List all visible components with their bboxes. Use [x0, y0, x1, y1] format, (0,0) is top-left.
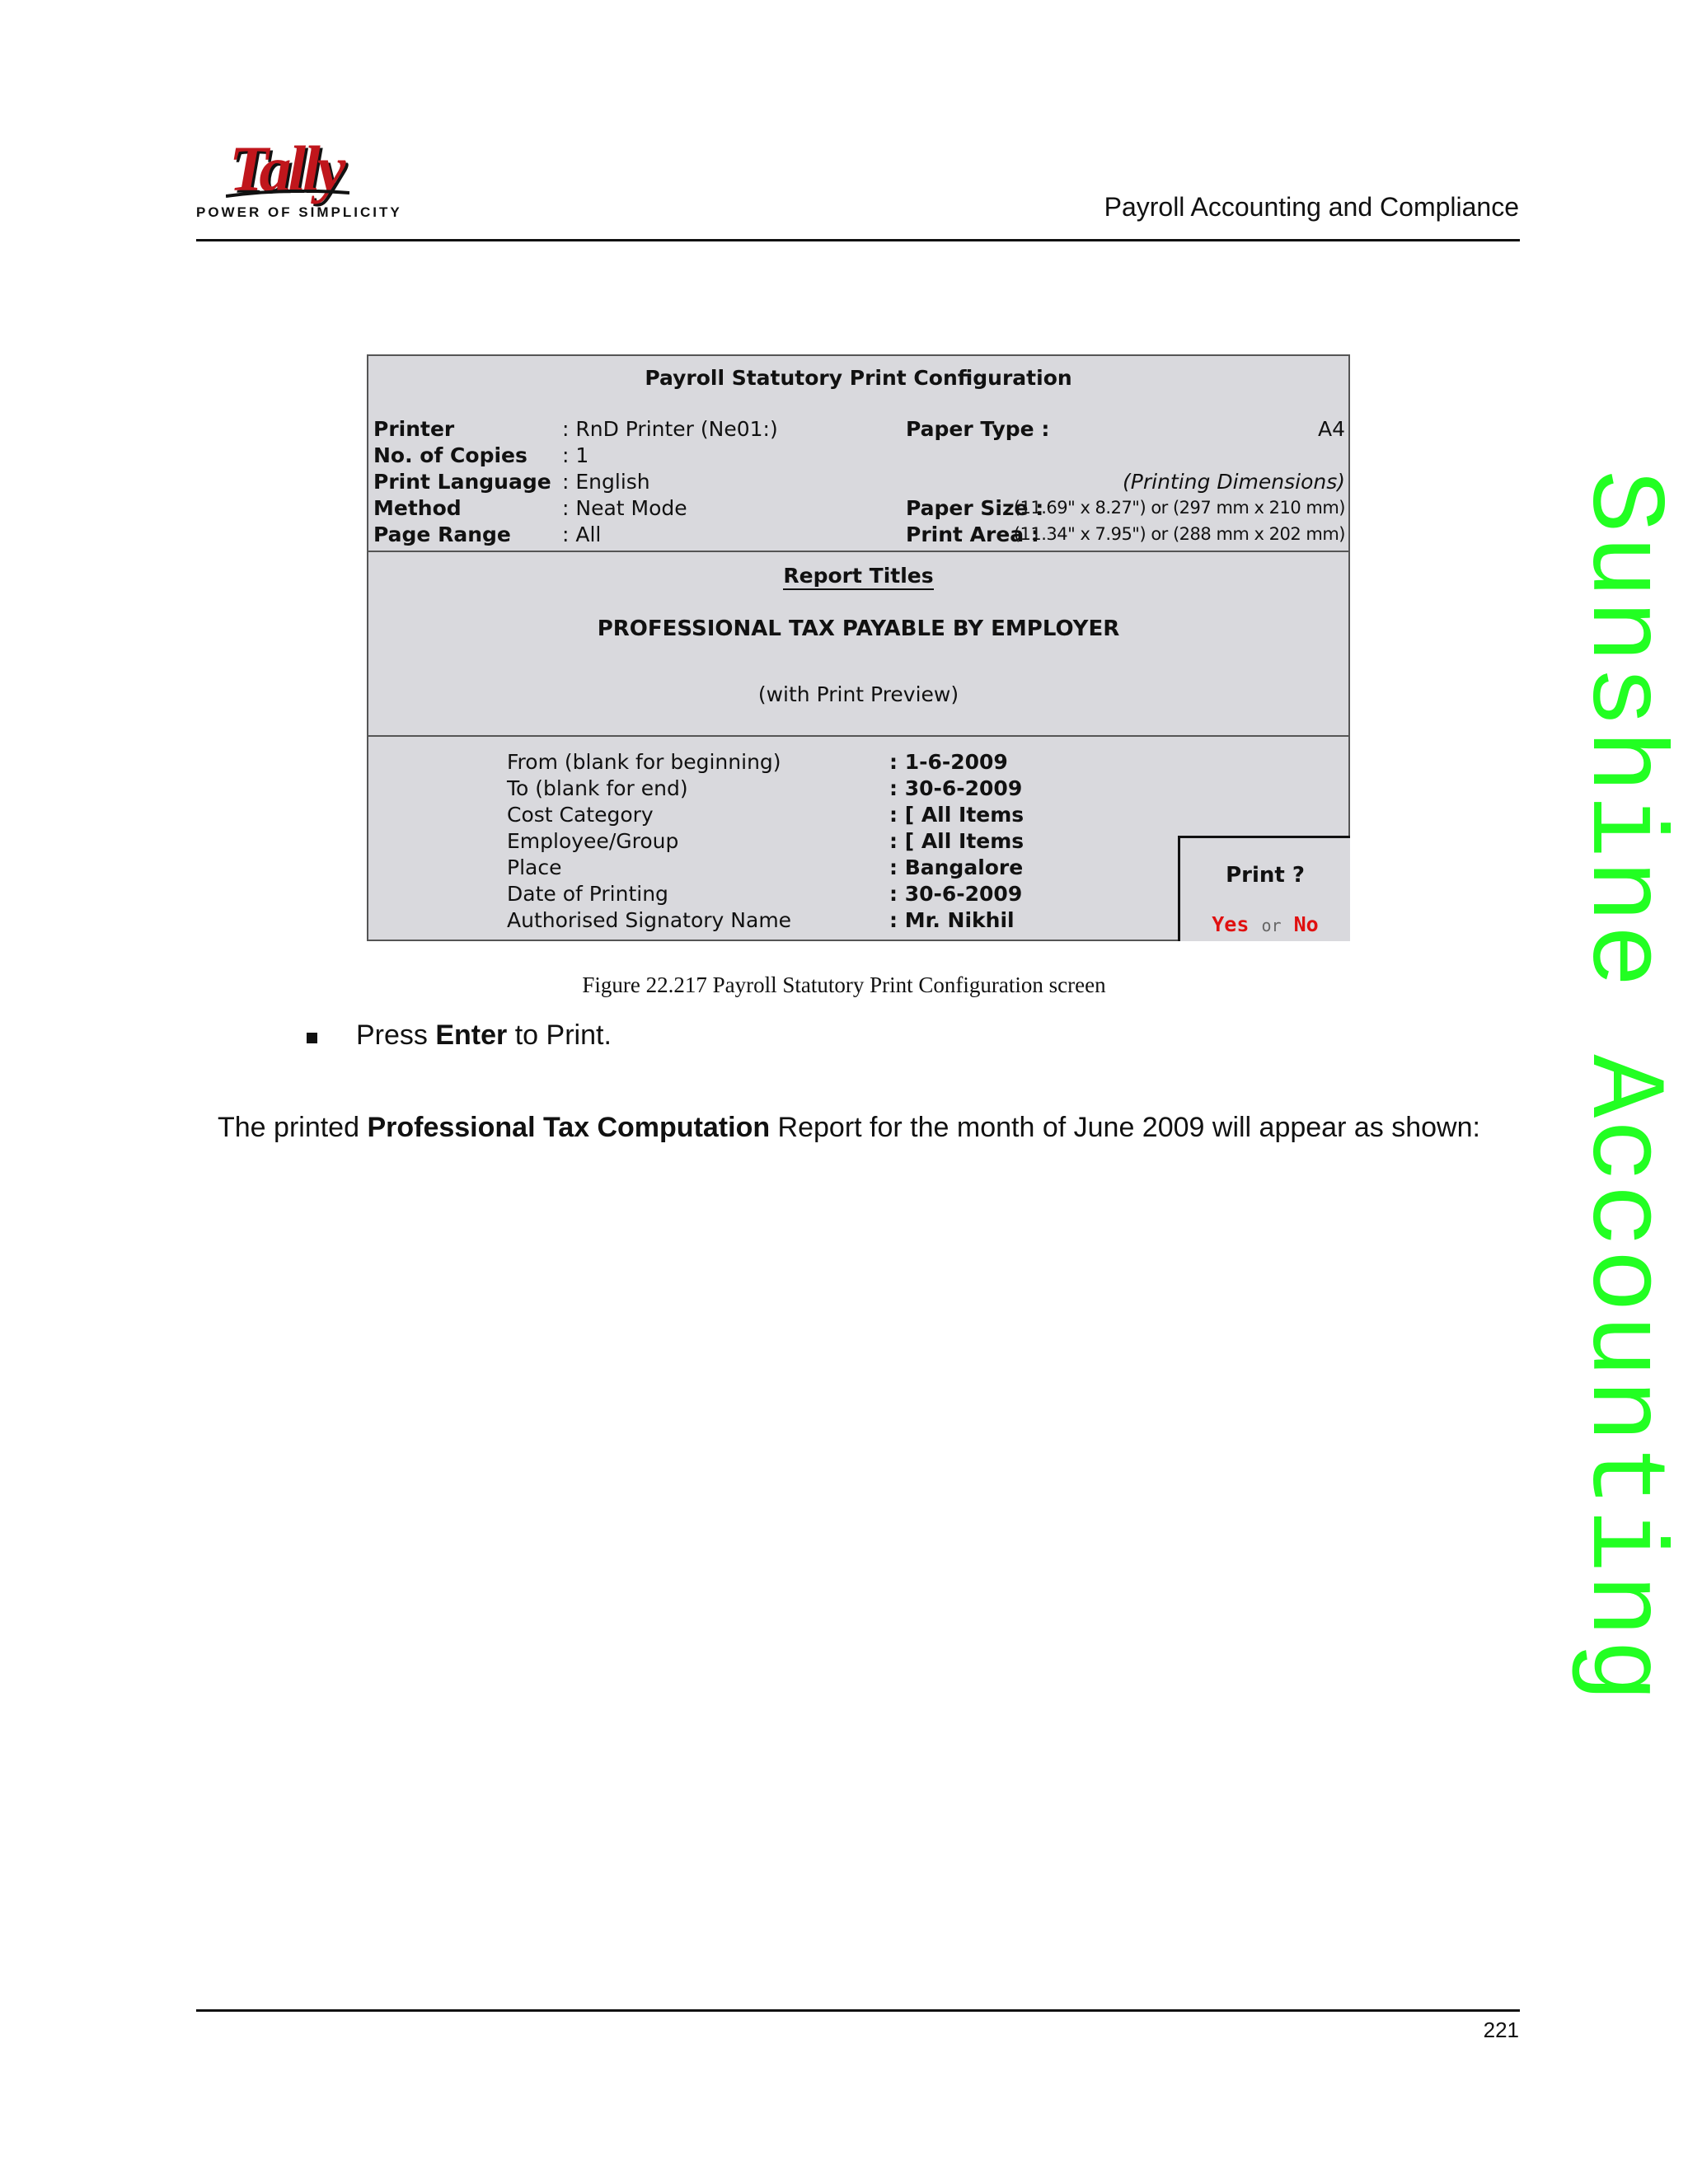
yes-option[interactable]: Yes	[1212, 912, 1250, 936]
filter-label-employee-group: Employee/Group	[507, 829, 679, 853]
field-value-page-range[interactable]: : All	[562, 523, 602, 546]
field-value-method[interactable]: : Neat Mode	[562, 496, 687, 520]
field-label-method: Method	[373, 496, 462, 520]
report-titles-text: Report Titles	[783, 564, 933, 590]
field-value-language[interactable]: : English	[562, 470, 650, 494]
print-choice	[1180, 912, 1350, 936]
body-paragraph	[218, 1111, 1497, 1144]
print-question: Print ?	[1226, 863, 1305, 888]
page-number: 221	[1483, 2018, 1519, 2042]
print-area-value: (11.34" x 7.95") or (288 mm x 202 mm)	[1013, 524, 1345, 544]
paper-size-value: (11.69" x 8.27") or (297 mm x 210 mm)	[1013, 498, 1345, 518]
divider	[368, 551, 1348, 552]
field-value-printer[interactable]: : RnD Printer (Ne01:)	[562, 417, 778, 441]
logo-swash-icon	[226, 190, 349, 198]
footer-rule	[196, 2009, 1520, 2012]
filter-value-date-of-printing[interactable]: : 30-6-2009	[889, 882, 1023, 906]
filter-label-signatory: Authorised Signatory Name	[507, 908, 792, 932]
report-name: PROFESSIONAL TAX PAYABLE BY EMPLOYER	[597, 616, 1120, 641]
filter-label-date-of-printing: Date of Printing	[507, 882, 668, 906]
field-label-language: Print Language	[373, 470, 551, 494]
para-bold: Professional Tax Computation	[367, 1112, 771, 1143]
filter-label-cost-category: Cost Category	[507, 803, 654, 827]
tally-logo	[196, 132, 402, 231]
field-label-copies: No. of Copies	[373, 443, 528, 467]
para-pre: The printed	[218, 1112, 368, 1143]
print-configuration-screen	[367, 354, 1350, 941]
bullet-key: Enter	[435, 1019, 508, 1051]
header-rule	[196, 239, 1520, 241]
bullet-post: to Print.	[507, 1019, 612, 1051]
field-label-page-range: Page Range	[373, 523, 511, 546]
print-prompt-dialog	[1178, 836, 1350, 941]
filter-value-signatory[interactable]: : Mr. Nikhil	[889, 908, 1015, 932]
para-post: Report for the month of June 2009 will appear as shown:	[770, 1112, 1480, 1143]
bullet-pre: Press	[356, 1019, 436, 1051]
filter-value-place[interactable]: : Bangalore	[889, 855, 1024, 879]
printing-dimensions-label: (Printing Dimensions)	[1123, 470, 1345, 494]
filter-label-to: To (blank for end)	[507, 776, 688, 800]
field-value-copies[interactable]: : 1	[562, 443, 589, 467]
section-title: Payroll Accounting and Compliance	[1104, 192, 1519, 222]
instruction-bullet	[356, 1019, 612, 1052]
filter-label-place: Place	[507, 855, 562, 879]
bullet-square-icon	[307, 1033, 317, 1043]
field-label-printer: Printer	[373, 417, 455, 441]
figure-caption: Figure 22.217 Payroll Statutory Print Configuration screen	[582, 972, 1106, 997]
paper-type-label: Paper Type :	[906, 417, 1050, 441]
logo-wordmark: Tally	[229, 133, 343, 204]
filter-value-employee-group[interactable]: : [ All Items	[889, 829, 1025, 853]
or-separator: or	[1261, 916, 1282, 935]
no-option[interactable]: No	[1293, 912, 1319, 936]
filter-value-cost-category[interactable]: : [ All Items	[889, 803, 1025, 827]
paper-type-value[interactable]: A4	[1317, 417, 1345, 441]
preview-note: (with Print Preview)	[757, 682, 959, 706]
paper-size-label: Paper Size :	[906, 496, 1044, 520]
divider	[368, 735, 1348, 737]
report-titles-heading	[368, 564, 1348, 588]
logo-tagline: POWER OF SIMPLICITY	[196, 204, 402, 220]
filter-label-from: From (blank for beginning)	[507, 750, 781, 774]
watermark: Sunshine Accounting	[1562, 470, 1681, 1704]
filter-value-from[interactable]: : 1-6-2009	[889, 750, 1008, 774]
filter-value-to[interactable]: : 30-6-2009	[889, 776, 1023, 800]
print-area-label: Print Area :	[906, 523, 1039, 546]
screen-title: Payroll Statutory Print Configuration	[645, 366, 1072, 390]
